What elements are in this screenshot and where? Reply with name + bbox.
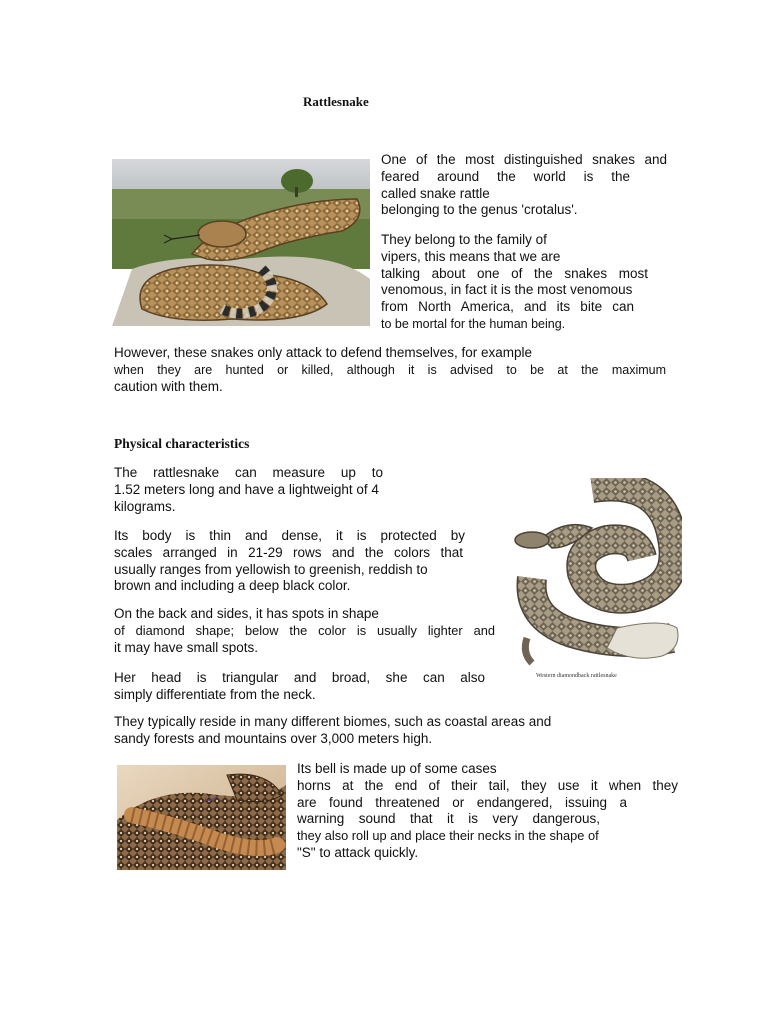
text-line: they also roll up and place their necks in the shape of — [297, 828, 599, 844]
section-heading: Physical characteristics — [114, 436, 250, 451]
text-line: called snake rattle — [381, 185, 490, 201]
text-line: belonging to the genus 'crotalus'. — [381, 202, 578, 218]
text-line: to be mortal for the human being. — [381, 316, 566, 331]
head-paragraph — [114, 670, 485, 704]
intro-paragraph — [381, 152, 667, 219]
text-line: Its body is thin and dense, it is protected by — [114, 528, 465, 543]
text-line: scales arranged in 21-29 rows and the colors that — [114, 544, 463, 560]
back-paragraph — [114, 606, 495, 656]
rattlesnake-illustration — [512, 478, 682, 674]
text-line: horns at the end of their tail, they use it when they — [297, 777, 678, 793]
text-line: One of the most distinguished snakes and — [381, 152, 667, 167]
however-paragraph — [114, 345, 666, 395]
text-line: talking about one of the snakes most — [381, 265, 648, 281]
text-line: brown and including a deep black color. — [114, 578, 351, 594]
text-line: vipers, this means that we are — [381, 248, 561, 264]
text-line: Its bell is made up of some cases — [297, 761, 497, 776]
text-line: when they are hunted or killed, although it is advised to be at the maximum — [114, 362, 666, 377]
bell-paragraph — [297, 761, 678, 862]
rattlesnake-photo — [112, 159, 370, 326]
text-line: However, these snakes only attack to defend themselves, for example — [114, 345, 532, 360]
text-line: "S" to attack quickly. — [297, 844, 419, 860]
text-line: kilograms. — [114, 498, 176, 514]
text-line: feared around the world is the — [381, 168, 630, 184]
text-line: caution with them. — [114, 378, 223, 394]
text-line: sandy forests and mountains over 3,000 meters high. — [114, 730, 433, 746]
text-line: of diamond shape; below the color is usually lighter and — [114, 622, 495, 638]
text-line: They typically reside in many different biomes, such as coastal areas and — [114, 714, 552, 729]
family-paragraph — [381, 232, 657, 333]
body-paragraph — [114, 528, 465, 595]
reside-paragraph — [114, 714, 624, 748]
text-line: from North America, and its bite can — [381, 299, 634, 315]
figure-caption: Western diamondback rattlesnake — [536, 673, 617, 679]
rattle-closeup-photo — [117, 765, 286, 870]
text-line: The rattlesnake can measure up to — [114, 465, 383, 480]
text-line: Her head is triangular and broad, she can also — [114, 670, 485, 685]
page-title: Rattlesnake — [303, 94, 369, 109]
text-line: On the back and sides, it has spots in shape — [114, 606, 379, 621]
text-line: are found threatened or endangered, issuing a — [297, 794, 627, 810]
text-line: They belong to the family of — [381, 232, 547, 247]
text-line: warning sound that it is very dangerous, — [297, 811, 600, 827]
text-line: 1.52 meters long and have a lightweight of 4 — [114, 481, 379, 497]
text-line: usually ranges from yellowish to greenish, reddish to — [114, 561, 428, 577]
text-line: simply differentiate from the neck. — [114, 686, 316, 702]
text-line: venomous, in fact it is the most venomous — [381, 282, 633, 298]
text-line: it may have small spots. — [114, 639, 259, 655]
measure-paragraph — [114, 465, 414, 515]
